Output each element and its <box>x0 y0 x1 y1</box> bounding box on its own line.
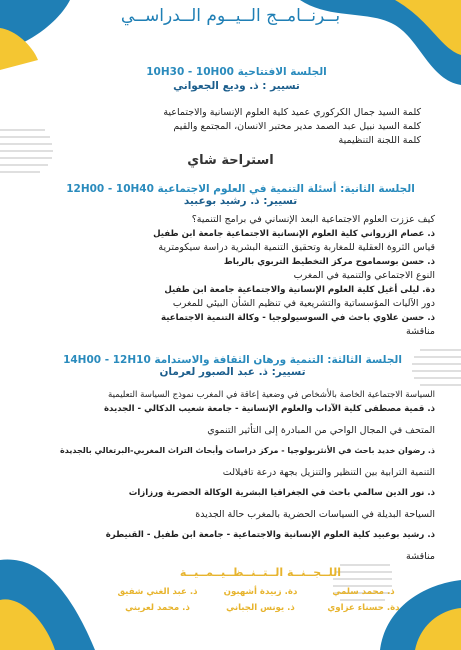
session-three-discussion: مناقشة <box>406 551 435 562</box>
session-three <box>30 354 435 564</box>
committee-member: ذ. محمد لعريني <box>125 603 190 613</box>
session-three-topic: المتحف في المجال الواحي من المبادرة إلى التأثير التنموي <box>207 425 435 436</box>
session-two-speaker: ذ. حسن بوسماموح مركز التخطيط التربوي بالرباط <box>223 257 435 267</box>
session-two-speaker: ذ. حسن علاوي باحث في السوسيولوجيا - وكالة التنمية الاجتماعية <box>160 313 435 323</box>
committee-member: دة. حسناء عزاوي <box>327 603 400 613</box>
tea-break: استراحة شاي <box>187 153 274 168</box>
committee-member: ذ. يونس الجباني <box>226 603 295 613</box>
session-two-topic: قياس الثروة العقلية للمغاربة وتحقيق التنمية البشرية دراسة سيكومترية <box>158 242 435 253</box>
committee-member: ذ. محمد سلمي <box>332 587 395 597</box>
session-two-topic: دور الآليات المؤسساتية والتشريعية في تنظيم الشأن البيئي للمغرب <box>172 298 435 309</box>
session-three-speaker: ذ. رضوان خديد باحث في الأنثربولوجيا - مركز دراسات وأبحاث التراث المغربي-البرتغالي بالجديدة <box>59 446 435 455</box>
session-two-topic: النوع الاجتماعي والتنمية في المغرب <box>293 270 435 281</box>
session-three-speaker: ذ. رشيد بوعبيد كلية العلوم الإنسانية والاجتماعية - جامعة ابن طفيل - القنيطرة <box>105 530 435 540</box>
session-three-moderator: تسيير: ذ. عبد الصبور لعرمان <box>159 366 306 378</box>
session-two-speaker: ذ. عصام الزرواني كلية العلوم الإنسانية الاجتماعية جامعة ابن طفيل <box>153 229 435 239</box>
session-three-speaker: ذ. قمية مصطفى كلية الآداب والعلوم الإنسانية - جامعة شعيب الدكالي - الجديدة <box>103 404 435 414</box>
opening-line: كلمة السيد جمال الكركوري عميد كلية العلوم الإنسانية والاجتماعية <box>163 107 421 118</box>
opening-line: كلمة السيد نبيل عبد الصمد مدير مختبر الانسان، المجتمع والقيم <box>173 121 421 132</box>
session-two-speaker: دة. ليلى أغيل كلية العلوم الإنسانية والاجتماعية جامعة ابن طفيل <box>164 285 435 295</box>
session-two-discussion: مناقشة <box>406 326 435 337</box>
session-three-topic: السياسة الاجتماعية الخاصة بالأشخاص في وضعية إعاقة في المغرب نموذج السياسة التعليمية <box>108 390 435 400</box>
opening-session <box>46 66 427 148</box>
opening-session-title: الجلسة الافتتاحية 10H30 - 10H00 <box>146 66 327 78</box>
session-three-speaker: ذ. نور الدين سالمي باحث في الجغرافيا البشرية الوكالة الحضرية ورزازات <box>128 488 435 498</box>
session-two-moderator: تسيير: ذ. رشيد بوعبيد <box>183 195 298 207</box>
program-title: بــرنــامــج الــيــوم الــدراســي <box>120 6 341 26</box>
session-three-topic: السياحة البديلة في السياسات الحضرية بالمغرب حالة الجديدة <box>195 509 435 520</box>
opening-line: كلمة اللجنة التنظيمية <box>338 135 421 146</box>
committee-title: اللــجــنــة الــتــنــظــيــمــيــة <box>179 566 342 579</box>
session-two <box>46 183 435 339</box>
opening-session-moderator: تسيير : ذ. وديع الجعواني <box>173 80 300 92</box>
session-three-topic: التنمية الترابية بين التنظير والتنزيل بجهة درعة تافيلالت <box>222 467 435 478</box>
session-two-topic: كيف عززت العلوم الاجتماعية البعد الإنساني في برامج التنمية؟ <box>191 214 435 225</box>
committee-member: دة. زبيدة أشهبون <box>223 587 298 597</box>
session-two-title: الجلسة الثانية: أسئلة التنمية في العلوم الاجتماعية 12H00 - 10H40 <box>66 183 415 195</box>
session-three-title: الجلسة الثالثة: التنمية ورهان الثقافة والاستدامة 14H00 - 12H10 <box>63 354 402 366</box>
organizing-committee <box>110 566 411 613</box>
committee-member: ذ. عبد الغني شفيق <box>117 587 198 597</box>
